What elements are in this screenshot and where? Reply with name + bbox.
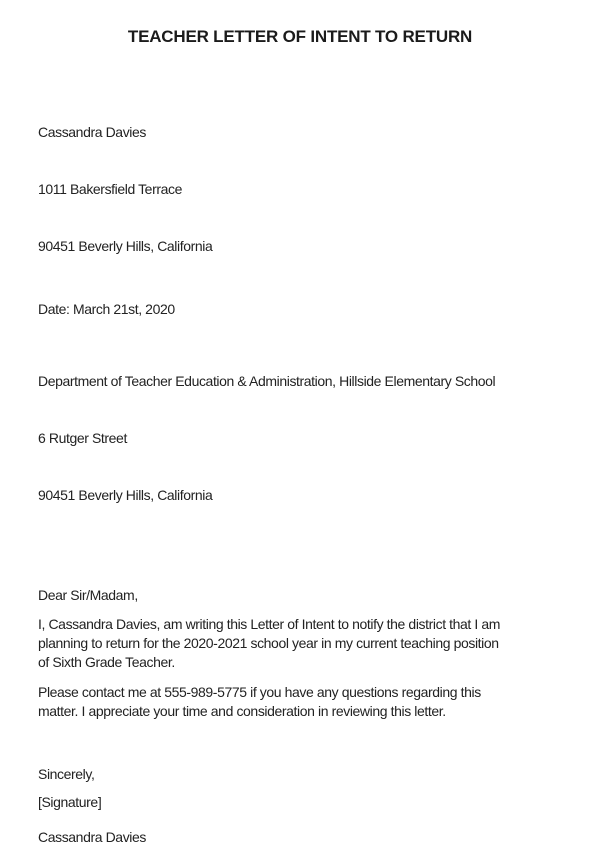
recipient-city: 90451 Beverly Hills, California (38, 487, 213, 503)
sender-address-block (0, 85, 600, 294)
date-line: Date: March 21st, 2020 (38, 301, 175, 317)
letter-title: TEACHER LETTER OF INTENT TO RETURN (127, 27, 473, 46)
body-paragraph-1: I, Cassandra Davies, am writing this Letter of Intent to notify the district that I am planning to return for the 2020-2021 school year in my current teaching position of Sixth Grade Teacher. (38, 616, 501, 670)
body-paragraph-2: Please contact me at 555-989-5775 if you have any questions regarding this matter. I appreciate your time and consideration in reviewing this letter. (38, 684, 481, 719)
signature-placeholder: [Signature] (38, 794, 102, 810)
recipient-address-block (0, 334, 600, 543)
sender-name: Cassandra Davies (38, 124, 146, 140)
sender-street: 1011 Bakersfield Terrace (38, 181, 182, 197)
recipient-street: 6 Rutger Street (38, 430, 127, 446)
salutation: Dear Sir/Madam, (38, 587, 138, 603)
closing: Sincerely, (38, 766, 95, 782)
recipient-department: Department of Teacher Education & Administration, Hillside Elementary School (38, 373, 496, 389)
sender-city: 90451 Beverly Hills, California (38, 238, 213, 254)
signed-name: Cassandra Davies (38, 829, 146, 845)
